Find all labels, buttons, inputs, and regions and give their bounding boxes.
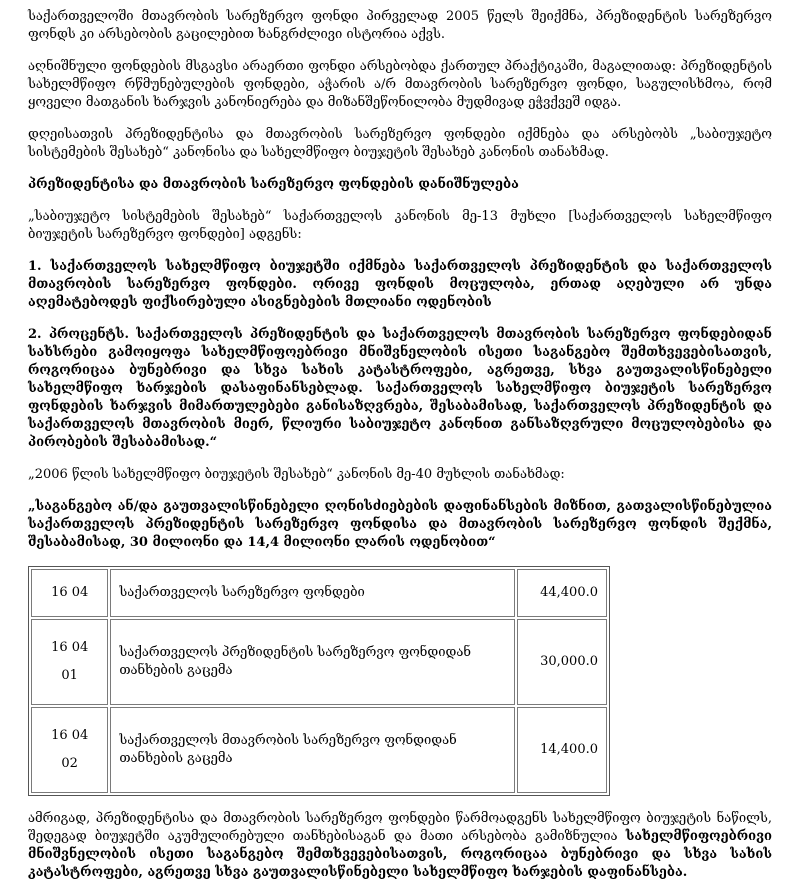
code-a: 16 04 xyxy=(51,640,89,655)
code-b: 02 xyxy=(61,756,78,771)
code-a: 16 04 xyxy=(51,728,89,743)
paragraph-history: აღნიშნული ფონდების მსგავსი არაერთი ფონდი არსებობდა ქართულ პრაქტიკაში, მაგალითად: პრეზიდენტის სახელმწიფო რწმუნებულების ფონდები, აჭარის ა/რ მთავრობის სარეზერვო ფონდი, საგულისხმოა, რომ ყოველი მათგანის ხარჯვის კანონიერება და მიზანშეწონილობა მუდმივად ეჭვქვეშ იდგა. xyxy=(28,59,772,110)
paragraph-clause-1: 1. საქართველოს სახელმწიფო ბიუჯეტში იქმნება საქართველოს პრეზიდენტის და საქართველოს მთავრობის სარეზერვო ფონდები. ორივე ფონდის მოცულობა, ერთად აღებული არ უნდა აღემატებოდეს ფიქსირებული ასიგნებების მთლიანი ოდენობის xyxy=(28,259,772,310)
paragraph-clause-2: 2. პროცენტს. საქართველოს პრეზიდენტის და საქართველოს მთავრობის სარეზერვო ფონდებიდან სახსრები გამოიყოფა სახელმწიფოებრივი მნიშვნელობის ისეთი საგანგებო შემთხვევებისათვის, როგორიცაა ბუნებრივი და სხვა სახის კატასტროფები, აგრეთვე, სხვა გაუთვალისწინებელი სახელმწიფო ხარჯების დასაფინანსებლად. საქართველოს სახელმწიფო ბიუჯეტის სარეზერვო ფონდების ხარჯვის მიმართულებები განისაზღვრება, შესაბამისად, საქართველოს პრეზიდენტის და საქართველოს მთავრობის მიერ, წლიური საბიუჯეტო კანონით განსაზღვრული მოცულობებისა და პირობების შესაბამისად.“ xyxy=(28,327,772,450)
name-cell: საქართველოს მთავრობის სარეზერვო ფონდიდან თანხების გაცემა xyxy=(110,707,515,793)
conclusion-bold-text: სახელმწიფოებრივი მნიშვნელობის ისეთი საგანგებო შემთხვევებისათვის, როგორიცაა ბუნებრივი და სხვა სახის კატასტროფები, აგრეთვე სხვა გაუთვალისწინებელი სახელმწიფო ხარჯების დაფინანსება. xyxy=(28,829,773,880)
code-cell xyxy=(31,707,108,793)
code-cell xyxy=(31,619,108,705)
table-row xyxy=(31,569,607,617)
section-heading: პრეზიდენტისა და მთავრობის სარეზერვო ფონდების დანიშნულება xyxy=(28,177,519,192)
paragraph-law-article-40: „2006 წლის სახელმწიფო ბიუჯეტის შესახებ“ კანონის მე-40 მუხლის თანახმად: xyxy=(28,467,565,482)
name-cell: საქართველოს სარეზერვო ფონდები xyxy=(110,569,515,617)
amount-cell: 44,400.0 xyxy=(517,569,607,617)
paragraph-law-article-13: „საბიუჯეტო სისტემების შესახებ“ საქართველოს კანონის მე-13 მუხლი [საქართველოს სახელმწიფო ბიუჯეტის სარეზერვო ფონდები] ადგენს: xyxy=(28,209,772,242)
budget-table xyxy=(28,566,610,796)
name-cell: საქართველოს პრეზიდენტის სარეზერვო ფონდიდან თანხების გაცემა xyxy=(110,619,515,705)
paragraph-legal-basis: დღეისათვის პრეზიდენტისა და მთავრობის სარეზერვო ფონდები იქმნება და არსებობს „საბიუჯეტო სისტემების შესახებ“ კანონისა და სახელმწიფო ბიუჯეტის შესახებ კანონის თანახმად. xyxy=(28,127,772,160)
table-row xyxy=(31,707,607,793)
amount-cell: 14,400.0 xyxy=(517,707,607,793)
paragraph-conclusion xyxy=(28,810,772,882)
table-row xyxy=(31,619,607,705)
conclusion-normal-text: ამრიგად, პრეზიდენტისა და მთავრობის სარეზერვო ფონდები წარმოადგენს სახელმწიფო ბიუჯეტის ნაწილს, შედეგად ბიუჯეტში აკუმულირებული თანხებისაგან და მათი არსებობა გამიზნულია xyxy=(28,811,772,844)
code-b: 01 xyxy=(61,668,78,683)
code-cell xyxy=(31,569,108,617)
code-a: 16 04 xyxy=(51,585,89,600)
amount-cell: 30,000.0 xyxy=(517,619,607,705)
paragraph-quote: „საგანგებო ან/და გაუთვალისწინებელი ღონისძიებების დაფინანსების მიზნით, გათვალისწინებულია საქართველოს პრეზიდენტის სარეზერვო ფონდისა და მთავრობის სარეზერვო ფონდის შექმნა, შესაბამისად, 30 მილიონი და 14,4 მილიონი ლარის ოდენობით“ xyxy=(28,499,772,550)
paragraph-intro: საქართველოში მთავრობის სარეზერვო ფონდი პირველად 2005 წელს შეიქმნა, პრეზიდენტის სარეზერვო ფონდს კი არსებობის გაცილებით ხანგრძლივი ისტორია აქვს. xyxy=(28,9,772,42)
